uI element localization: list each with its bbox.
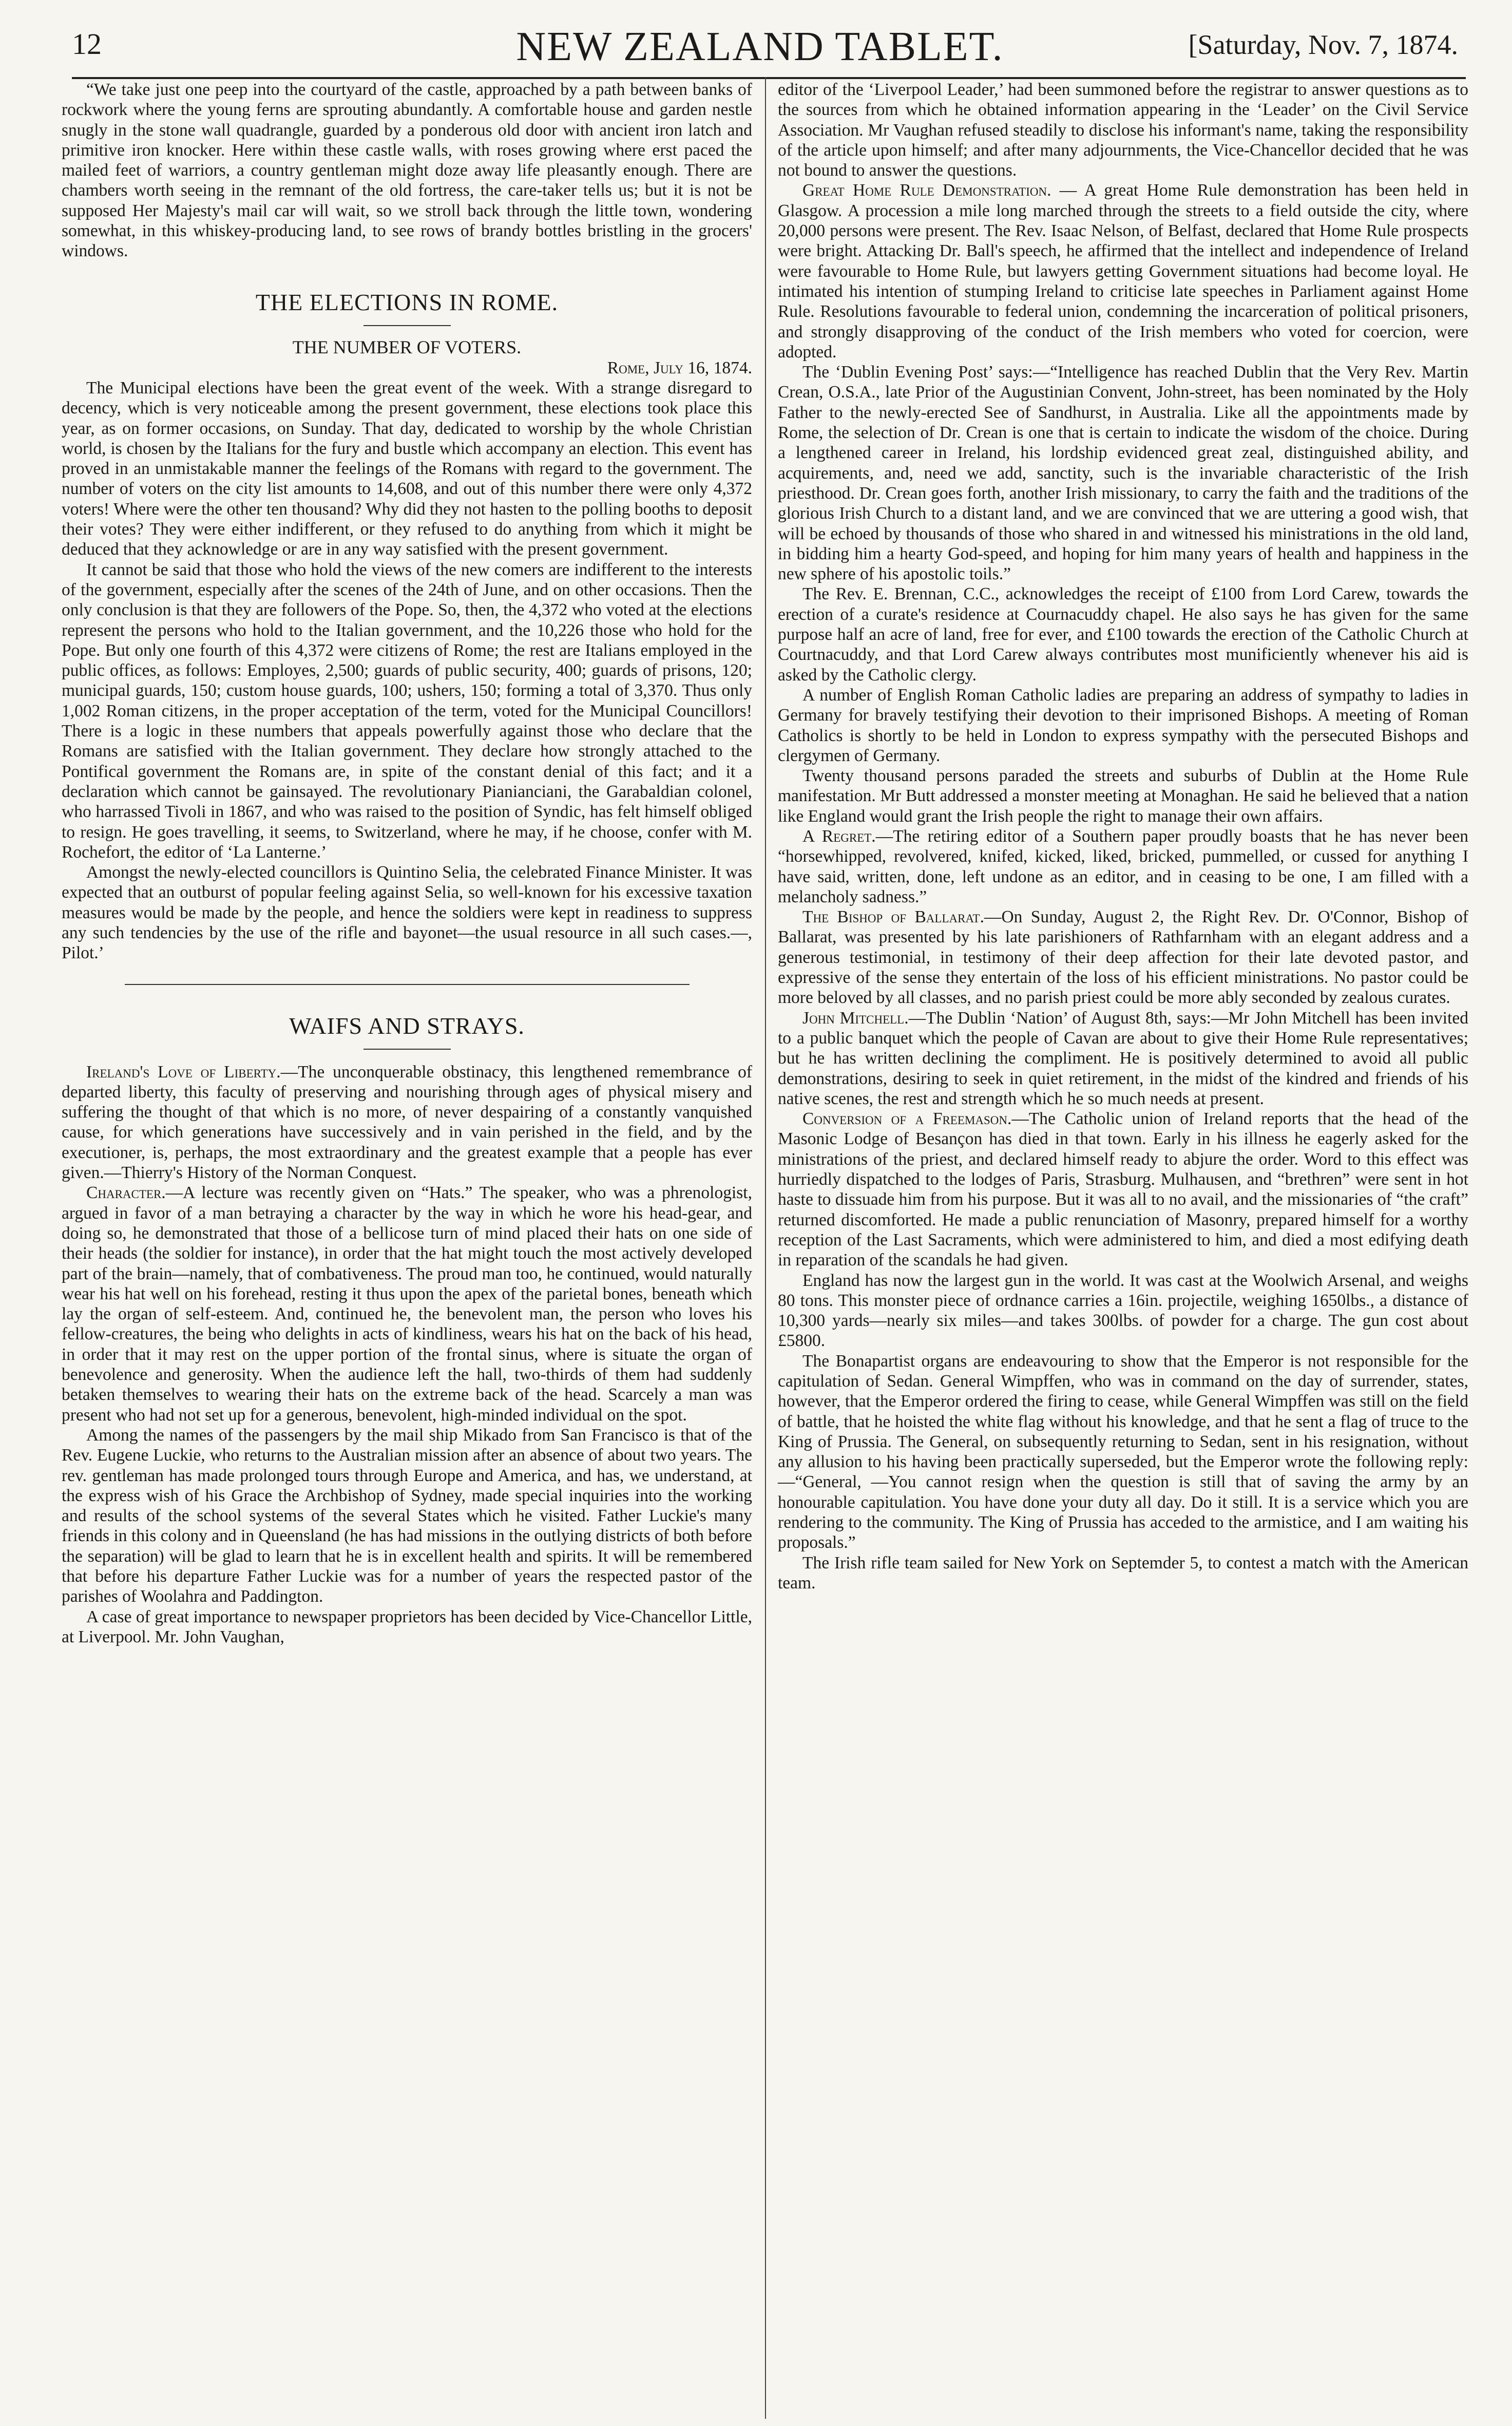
item-text: —On Sunday, August 2, the Right Rev. Dr. O'Connor, Bishop of Ballarat, was presented by his late parishioners of Rathfarnham with an elegant address and a generous testimonial, in testimony of their deep affection for their late devoted pastor, and expressive of the sense they entertain of the loss of his efficient ministrations. No pastor could be more beloved by all classes, and no parish priest could be more ably seconded by zealous curates. xyxy=(778,907,1468,1008)
item-text: editor of the ‘Liverpool Leader,’ had been summoned before the registrar to answer questions as to the sources from which he obtained information appearing in the ‘Leader’ on the Civil Service Association. Mr Vaughan refused steadily to disclose his informant's name, taking the responsibility of the article upon himself; and after many adjournments, the Vice-Chancellor decided that he was not bound to answer the questions. xyxy=(778,80,1468,180)
newspaper-title: NEW ZEALAND TABLET. xyxy=(516,24,1004,69)
item-text: The ‘Dublin Evening Post’ says:—“Intelligence has reached Dublin that the Very Rev. Martin Crean, O.S.A., late Prior of the Augustinian Convent, John-street, has been nominated by the Holy Father to the newly-erected See of Sandhurst, in Australia. Like all the appointments made by Rome, the selection of Dr. Crean is one that is certain to indicate the wisdom of the choice. During a lengthened career in Ireland, his lordship evidenced great zeal, distinguished ability, and acquirements, and, need we add, sanctity, such is the invariable characteristic of the Irish priesthood. Dr. Crean goes forth, another Irish missionary, to carry the faith and the traditions of the glorious Irish Church to a distant land, and we are convinced that we are uttering a good wish, that will be echoed by thousands of those who shared in and witnessed his ministrations in the old land, in bidding him a hearty God-speed, and hoping for him many years of health and happiness in the new sphere of his apostolic toils.” xyxy=(778,363,1468,584)
item-text: Among the names of the passengers by the mail ship Mikado from San Francisco is that of the Rev. Eugene Luckie, who returns to the Australian mission after an absence of about two years. The rev. gentleman has made prolonged tours through Europe and America, and has, we understand, at the express wish of his Grace the Archbishop of Sydney, made special inquiries into the working and results of the school systems of the several States which he visited. Father Luckie's many friends in this colony and in Queensland (he has had missions in the outlying districts of both before the separation) will be glad to learn that he is in excellent health and spirits. It will be remembered that before his departure Father Luckie was for a number of years the respected pastor of the parishes of Woolahra and Paddington. xyxy=(62,1425,752,1606)
section-rule xyxy=(125,984,690,985)
elections-paragraph: It cannot be said that those who hold the views of the new comers are indifferent to the interests of the government, especially after the scenes of the 24th of June, and on other occasions. Then the only conclusion is that they are followers of the Pope. So, then, the 4,372 who voted at the elections represent the persons who hold to the Italian government, and the 10,226 those who hold for the Pope. But only one fourth of this 4,372 were citizens of Rome; the rest are Italians employed in the public offices, as follows: Employes, 2,500; guards of public security, 400; guards of prisons, 120; municipal guards, 150; custom house guards, 100; ushers, 150; forming a total of 3,370. Thus only 1,002 Roman citizens, in the proper acceptation of the term, voted for the Municipal Councillors! There is a logic in these numbers that appeals powerfully against those who declare that the Romans are satisfied with the Italian government. They declare how strongly attached to the Pontifical government the Romans are, in spite of the constant denial of this fact; and it a declaration which cannot be gainsayed. The revolutionary Pianianciani, the Garabaldian colonel, who harrassed Tivoli in 1867, and who was raised to the position of Syndic, has felt himself obliged to resign. He goes travelling, it seems, to Switzerland, where he may, if he choose, confer with M. Rochefort, the editor of ‘La Lanterne.’ xyxy=(62,560,752,862)
elections-heading: THE ELECTIONS IN ROME. xyxy=(255,289,559,315)
news-item xyxy=(778,826,1468,907)
left-column xyxy=(62,80,752,1647)
item-lead: Character. xyxy=(86,1183,166,1203)
item-lead: John Mitchell. xyxy=(802,1008,909,1028)
news-item xyxy=(778,362,1468,584)
news-item xyxy=(778,1109,1468,1270)
waifs-item xyxy=(62,1425,752,1607)
column-divider xyxy=(765,77,766,2419)
news-item xyxy=(778,1008,1468,1109)
item-lead: Ireland's Love of Liberty. xyxy=(86,1062,281,1082)
waifs-item xyxy=(62,1062,752,1183)
news-item xyxy=(778,685,1468,766)
news-item xyxy=(778,1553,1468,1594)
news-item xyxy=(778,1351,1468,1553)
castle-excerpt: “We take just one peep into the courtyard of the castle, approached by a path between banks of rockwork where the young ferns are sprouting abundantly. A comfortable house and garden nestle snugly in the stone wall quadrangle, guarded by a ponderous old door with ancient iron latch and primitive iron knocker. Here within these castle walls, with roses growing where erst paced the mailed feet of warriors, a country gentleman might doze away life pleasantly enough. There are chambers worth seeing in the remnant of the old fortress, the care-taker tells us; but it is not be supposed Her Majesty's mail car will wait, so we stroll back through the little town, wondering somewhat, in this whiskey-producing land, to see rows of brandy bottles bristling in the grocers' windows. xyxy=(62,80,752,261)
item-text: —The retiring editor of a Southern paper proudly boasts that he has never been “horsewhipped, revolvered, knifed, kicked, liked, bricked, pummelled, or cussed for anything I have said, written, done, left undone as an editor, and in ceasing to be one, I am filled with a melancholy sadness.” xyxy=(778,826,1468,906)
news-item xyxy=(778,584,1468,685)
masthead-rule xyxy=(72,77,1466,79)
elections-dateline: Rome, July 16, 1874. xyxy=(607,358,752,377)
item-text: —The Dublin ‘Nation’ of August 8th, says:—Mr John Mitchell has been invited to a public banquet which the people of Cavan are about to give their Home Rule representatives; but he has written declining the compliment. He is positively determined to avoid all public demonstrations, desiring to seek in quiet retirement, in the midst of the kindred and friends of his native scenes, the rest and strength which he so much needs at present. xyxy=(778,1008,1468,1108)
item-lead: Great Home Rule Demonstration. xyxy=(802,181,1051,200)
item-text: —The Catholic union of Ireland reports that the head of the Masonic Lodge of Besançon has died in that town. Early in his illness he eagerly asked for the ministrations of the priest, and declared himself ready to abjure the order. Word to this effect was hurriedly dispatched to the lodges of Paris, Strasburg. Mulhausen, and “brethren” were sent in hot haste to dissuade him from his purpose. But it was all to no avail, and the missionaries of “the craft” returned discomforted. He made a public renunciation of Masonry, prepared himself for a worthy reception of the Last Sacraments, which were administered to him, and died a most edifying death in reparation of the scandals he had given. xyxy=(778,1109,1468,1270)
item-text: —The unconquerable obstinacy, this lengthened remembrance of departed liberty, this faculty of preserving and nourishing through ages of physical misery and suffering the thought of that which is no more, of never despairing of a constantly vanquished cause, for which generations have successively and in vain perished in the field, and by the executioner, is, perhaps, the most extraordinary and the greatest example that a people has ever given.—Thierry's History of the Norman Conquest. xyxy=(62,1062,752,1183)
elections-subheading: THE NUMBER OF VOTERS. xyxy=(292,336,522,357)
waifs-item xyxy=(62,1607,752,1647)
elections-paragraph: The Municipal elections have been the great event of the week. With a strange disregard to decency, which is very noticeable among the present government, these elections took place this year, as on former occasions, on Sunday. That day, dedicated to worship by the whole Christian world, is chosen by the Italians for the fury and bustle which accompany an election. This event has proved in an unmistakable manner the feelings of the Romans with regard to the government. The number of voters on the city list amounts to 14,608, and out of this number there were only 4,372 voters! Where were the other ten thousand? Why did they not hasten to the polling booths to deposit their votes? They were either indifferent, or they refused to do anything from which it might be deduced that they acknowledge or are in any way satisfied with the present government. xyxy=(62,378,752,559)
item-text: — A great Home Rule demonstration has been held in Glasgow. A procession a mile long marched through the streets to a field outside the city, where 20,000 persons were present. The Rev. Isaac Nelson, of Belfast, declared that Home Rule prospects were bright. Attacking Dr. Ball's speech, he affirmed that the intellect and independence of Ireland were favourable to Home Rule, but lawyers getting Government situations had become loyal. He intimated his intention of stumping Ireland to criticise late speeches in Parliament against Home Rule. Resolutions favourable to federal union, condemning the incarceration of political prisoners, and strongly disapproving of the conduct of the Irish members who voted for coercion, were adopted. xyxy=(778,181,1469,362)
waifs-item xyxy=(62,1183,752,1425)
masthead xyxy=(62,22,1458,73)
item-text: The Rev. E. Brennan, C.C., acknowledges the receipt of £100 from Lord Carew, towards the erection of a curate's residence at Cournacuddy chapel. He also says he has given for the same purpose half an acre of land, free for ever, and £100 towards the erection of the Catholic Church at Courtnacuddy, and that Lord Carew always contributes most munificiently whenever his aid is asked by the Catholic clergy. xyxy=(778,584,1468,685)
item-lead: Conversion of a Freemason. xyxy=(802,1109,1012,1129)
item-text: The Bonapartist organs are endeavouring to show that the Emperor is not responsible for the capitulation of Sedan. General Wimpffen, who was in command on the day of surrender, states, however, that the Emperor ordered the firing to cease, while General Wimpffen was still on the field of battle, that he hoisted the white flag without his knowledge, and that he sent a flag of truce to the King of Prussia. The General, on subsequently returning to Sedan, sent in his resignation, without any allusion to his having been practically superseded, but the Emperor wrote the following reply:—“General, —You cannot resign when the question is still that of saving the army by an honourable capitulation. You have done your duty all day. Do it still. It is a service which you are rendering to the community. The King of Prussia has acceded to the armistice, and I am waiting his proposals.” xyxy=(778,1351,1468,1552)
item-text: —A lecture was recently given on “Hats.” The speaker, who was a phrenologist, argued in favor of a man betraying a character by the way in which he wore his head-gear, and doing so, he demonstrated that those of a bellicose turn of mind placed their hats on one side of their heads (the soldier for instance), in order that the hat might touch the most actively developed part of the brain—namely, that of combativeness. The proud man too, he continued, would naturally wear his hat well on his forehead, resting it thus upon the apex of the parietal bones, beneath which lay the organ of self-esteem. And, continued he, the benevolent man, the person who loves his fellow-creatures, the being who delights in acts of kindliness, wears his hat on the back of his head, in order that it may rest on the upper portion of the frontal sinus, where is situate the organ of benevolence and generosity. When the audience left the hall, two-thirds of them had suddenly betaken themselves to wearing their hats on the extreme back of the head. Scarcely a man was present who had not set up for a generous, benevolent, high-minded individual on the spot. xyxy=(62,1183,752,1425)
news-item xyxy=(778,907,1468,1008)
issue-date: [Saturday, Nov. 7, 1874. xyxy=(1188,29,1458,60)
item-lead: The Bishop of Ballarat. xyxy=(802,907,984,927)
heading-rule xyxy=(363,325,451,326)
news-item xyxy=(778,80,1468,180)
item-text: Twenty thousand persons paraded the streets and suburbs of Dublin at the Home Rule manifestation. Mr Butt addressed a monster meeting at Monaghan. He said he believed that a nation like England would grant the Irish people the right to manage their own affairs. xyxy=(778,766,1468,826)
item-text: England has now the largest gun in the world. It was cast at the Woolwich Arsenal, and weighs 80 tons. This monster piece of ordnance carries a 16in. projectile, weighing 1650lbs., a distance of 10,300 yards—nearly six miles—and takes 300lbs. of powder for a charge. The gun cost about £5800. xyxy=(778,1271,1468,1351)
elections-paragraph: Amongst the newly-elected councillors is Quintino Selia, the celebrated Finance Minister. It was expected that an outburst of popular feeling against Selia, so well-known for his excessive taxation measures would be made by the people, and hence the soldiers were kept in readiness to suppress any such tendencies by the use of the rifle and bayonet—the usual resource in all such cases.—, Pilot.’ xyxy=(62,863,752,963)
news-item xyxy=(778,1271,1468,1351)
item-text: A number of English Roman Catholic ladies are preparing an address of sympathy to ladies in Germany for bravely testifying their devotion to their imprisoned Bishops. A meeting of Roman Catholics is shortly to be held in London to express sympathy with the persecuted Bishops and clergymen of Germany. xyxy=(778,685,1468,765)
heading-rule xyxy=(363,1049,451,1050)
item-lead: A Regret. xyxy=(802,826,876,846)
news-item xyxy=(778,766,1468,826)
waifs-heading: WAIFS AND STRAYS. xyxy=(289,1012,525,1039)
right-column xyxy=(778,80,1468,1593)
item-text: A case of great importance to newspaper proprietors has been decided by Vice-Chancellor Little, at Liverpool. Mr. John Vaughan, xyxy=(62,1607,752,1646)
page-number: 12 xyxy=(72,27,102,61)
news-item xyxy=(778,180,1468,362)
item-text: The Irish rifle team sailed for New York on Septemder 5, to contest a match with the American team. xyxy=(778,1553,1468,1593)
